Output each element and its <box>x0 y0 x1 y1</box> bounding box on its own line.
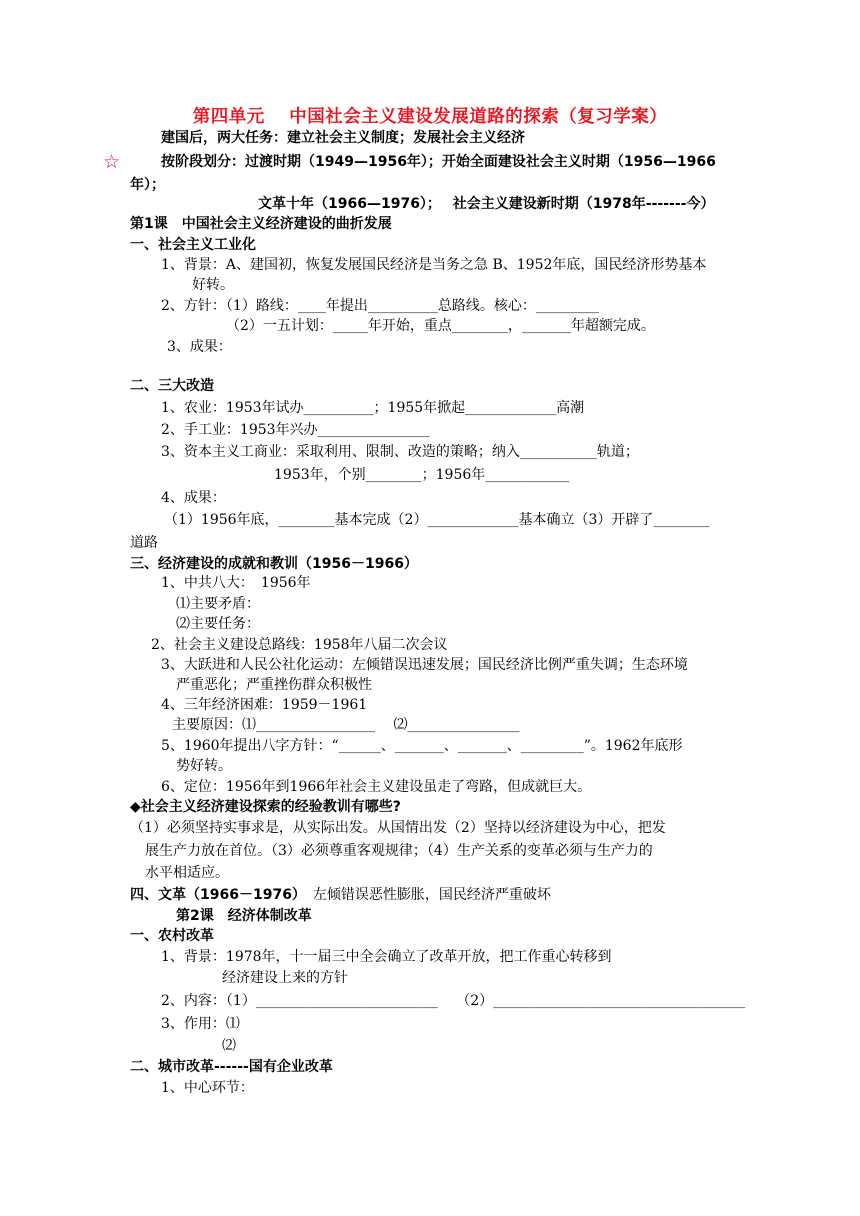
text-line: 2、手工业：1953年兴办________________ <box>161 422 430 438</box>
text-line: 2、方针：（1）路线：____年提出__________总路线。核心：_________ <box>161 298 599 314</box>
text-line: ⑵ <box>222 1038 236 1054</box>
text-line: 2、内容：（1）__________________________ （2）____________________________________ <box>161 993 746 1009</box>
question-heading: ◆社会主义经济建设探索的经验教训有哪些? <box>130 799 401 815</box>
text-line: 水平相适应。 <box>145 865 229 881</box>
star-icon: ☆ <box>103 151 121 173</box>
section-heading: 一、社会主义工业化 <box>130 237 256 253</box>
intro-line-stages-cont: 年）； <box>130 177 165 193</box>
text-line: 1953年，个别________；1956年____________ <box>274 467 570 483</box>
text-line: 2、社会主义建设总路线：1958年八届二次会议 <box>151 637 448 653</box>
text-line: （1）必须坚持实事求是，从实际出发。从国情出发（2）坚持以经济建设为中心，把发 <box>130 820 666 836</box>
text-line: 3、成果： <box>167 339 232 355</box>
text-line: 好转。 <box>192 277 234 293</box>
text-line: ⑵主要任务： <box>176 616 260 632</box>
text-line: 势好转。 <box>176 758 232 774</box>
section-heading-with-text <box>130 885 551 905</box>
text-line: （2）一五计划：_____年开始，重点________，_______年超额完成。 <box>226 318 655 334</box>
text-line: 1、中心环节： <box>161 1080 254 1096</box>
text-line: 4、三年经济困难：1959－1961 <box>161 697 368 713</box>
text-line: 3、大跃进和人民公社化运动：左倾错误迅速发展；国民经济比例严重失调；生态环境 <box>161 657 688 673</box>
section-heading: 二、三大改造 <box>130 378 214 394</box>
text-line: 1、中共八大： 1956年 <box>161 575 311 591</box>
text-line: 道路 <box>130 535 158 551</box>
section-heading: 二、城市改革------国有企业改革 <box>130 1059 333 1075</box>
text-line: 严重恶化；严重挫伤群众积极性 <box>176 677 372 693</box>
text-line: 5、1960年提出八字方针：“______、_______、_______、_________”。1962年底形 <box>161 738 683 754</box>
text-line: 1、背景：A、建国初，恢复发展国民经济是当务之急 B、1952年底，国民经济形势基本 <box>161 257 707 273</box>
section-heading: 三、经济建设的成就和教训（1956－1966） <box>130 556 418 572</box>
intro-line-tasks: 建国后，两大任务：建立社会主义制度；发展社会主义经济 <box>161 130 525 146</box>
text-line: 展生产力放在首位。（3）必须尊重客观规律；（4）生产关系的变革必须与生产力的 <box>145 843 653 859</box>
text-line: 经济建设上来的方针 <box>222 970 348 986</box>
section-heading: 四、文革（1966－1976） <box>130 887 299 903</box>
text-line: 4、成果： <box>161 490 226 506</box>
text-line: 左倾错误恶性膨胀，国民经济严重破坏 <box>298 887 551 903</box>
text-line: 1、背景：1978年，十一届三中全会确立了改革开放，把工作重心转移到 <box>161 949 612 965</box>
text-line: 1、农业：1953年试办__________；1955年掀起_____________高潮 <box>161 400 585 416</box>
text-line: 3、作用：⑴ <box>161 1016 240 1032</box>
text-line: （1）1956年底，________基本完成（2）_____________基本确立（3）开辟了________ <box>164 512 710 528</box>
section-heading: 一、农村改革 <box>130 928 214 944</box>
text-line: ⑴主要矛盾： <box>176 596 260 612</box>
lesson-2-heading: 第2课 经济体制改革 <box>176 908 312 924</box>
intro-line-periods: 文革十年（1966—1976）； 社会主义建设新时期（1978年-------今） <box>258 196 715 212</box>
text-line: 主要原因：⑴_________________ ⑵________________ <box>172 717 520 733</box>
intro-line-stages: 按阶段划分：过渡时期（1949—1956年）；开始全面建设社会主义时期（1956—1966 <box>161 154 716 170</box>
text-line: 3、资本主义工商业：采取利用、限制、改造的策略；纳入___________轨道； <box>161 444 639 460</box>
lesson-1-heading: 第1课 中国社会主义经济建设的曲折发展 <box>130 216 392 232</box>
text-line: 6、定位：1956年到1966年社会主义建设虽走了弯路，但成就巨大。 <box>161 779 592 795</box>
page-title: 第四单元 中国社会主义建设发展道路的探索（复习学案） <box>192 107 668 127</box>
